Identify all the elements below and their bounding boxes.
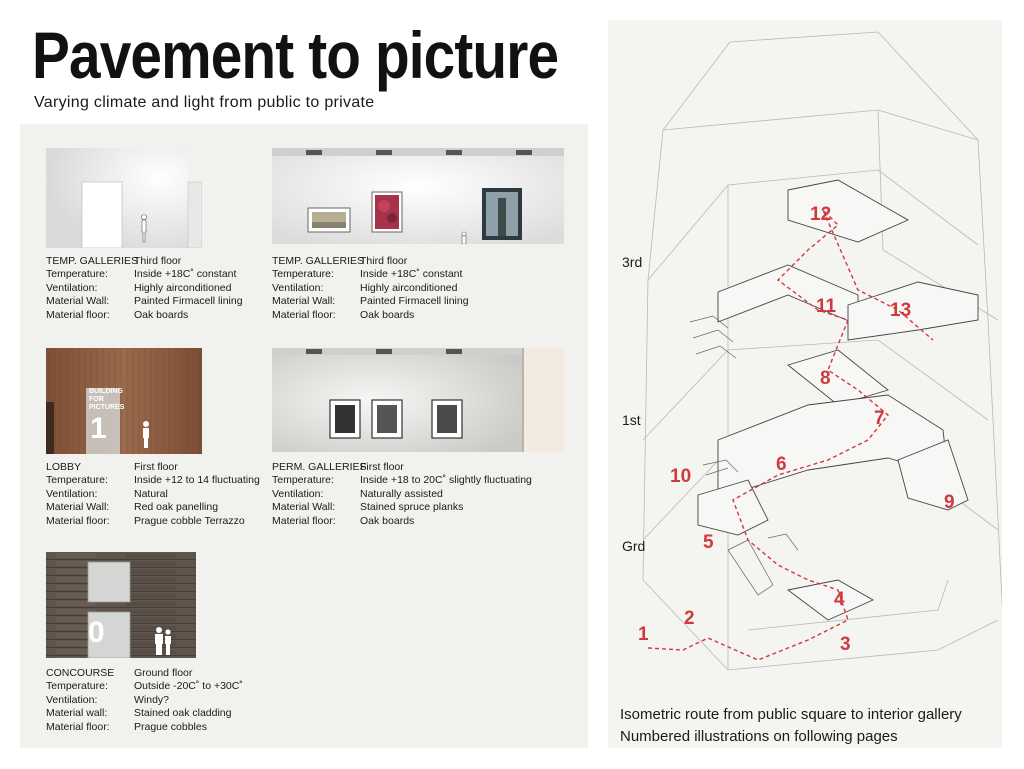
spec-label: Ventilation: xyxy=(46,693,98,706)
spec-value: Stained spruce planks xyxy=(360,501,464,514)
spec-label: Material Wall: xyxy=(272,295,336,308)
spec-value: Ground floor xyxy=(134,667,193,679)
spec-value: Inside +18 to 20C˚ slightly fluctuating xyxy=(360,474,532,487)
spec-value: Painted Firmacell lining xyxy=(360,295,469,308)
spec-label: TEMP. GALLERIES xyxy=(272,255,365,267)
spec-label: Ventilation: xyxy=(46,487,98,500)
caption-line-2: Numbered illustrations on following pages xyxy=(620,728,898,745)
spec-label: Material floor: xyxy=(46,514,110,527)
spec-value: Outside -20C˚ to +30C˚ xyxy=(134,680,243,693)
spec-value: Oak boards xyxy=(360,514,415,527)
spec-label: Material floor: xyxy=(272,308,336,321)
spec-value: Prague cobble Terrazzo xyxy=(134,514,245,527)
spec-label: PERM. GALLERIES xyxy=(272,461,367,473)
concourse-specs xyxy=(46,667,256,734)
temp-gallery-specs-1 xyxy=(46,255,246,322)
lobby-person-figure xyxy=(140,420,152,448)
lobby-specs xyxy=(46,461,260,528)
isometric-route-diagram xyxy=(608,20,1002,748)
spec-value: First floor xyxy=(360,461,404,473)
page-subtitle: Varying climate and light from public to private xyxy=(34,94,375,111)
spec-value: Inside +18C˚ constant xyxy=(360,268,463,281)
route-number-9: 9 xyxy=(944,492,955,513)
spec-label: Material Wall: xyxy=(272,501,336,514)
spec-label: Ventilation: xyxy=(272,281,324,294)
route-number-4: 4 xyxy=(834,589,845,610)
spec-label: CONCOURSE xyxy=(46,667,115,679)
spec-label: Temperature: xyxy=(272,474,334,487)
spec-value: Oak boards xyxy=(134,308,189,321)
spec-value: Oak boards xyxy=(360,308,415,321)
temp-gallery-specs-2 xyxy=(272,255,552,322)
spec-label: Temperature: xyxy=(46,268,108,281)
spec-label: Material floor: xyxy=(272,514,336,527)
route-number-2: 2 xyxy=(684,608,695,629)
spec-label: LOBBY xyxy=(46,461,82,473)
lobby-sign-line-1: BUILDING xyxy=(89,388,123,395)
spec-value: Natural xyxy=(134,487,168,500)
temp-gallery-render-1 xyxy=(46,148,202,248)
spec-value: Painted Firmacell lining xyxy=(134,295,243,308)
route-number-13: 13 xyxy=(890,300,912,321)
spec-value: Inside +12 to 14 fluctuating xyxy=(134,474,260,487)
spec-label: Temperature: xyxy=(46,474,108,487)
lobby-floor-number: 1 xyxy=(90,412,107,445)
page-title: Pavement to picture xyxy=(32,18,559,92)
spec-label: Material wall: xyxy=(46,707,108,720)
spec-value: Stained oak cladding xyxy=(134,707,232,720)
spec-value: Red oak panelling xyxy=(134,501,219,514)
concourse-floor-number: 0 xyxy=(88,616,105,649)
route-number-11: 11 xyxy=(816,296,837,317)
spec-label: Material Wall: xyxy=(46,501,110,514)
route-number-6: 6 xyxy=(776,454,787,475)
route-number-10: 10 xyxy=(670,466,692,487)
route-number-12: 12 xyxy=(810,204,832,225)
level-label-grd: Grd xyxy=(622,538,646,554)
lobby-sign-line-3: PICTURES xyxy=(89,404,125,411)
building-envelope-lines xyxy=(643,32,1002,670)
route-number-8: 8 xyxy=(820,368,831,389)
spec-label: Material floor: xyxy=(46,308,110,321)
lobby-sign-line-2: FOR xyxy=(89,396,104,403)
spec-value: Prague cobbles xyxy=(134,720,207,733)
spec-value: Third floor xyxy=(134,255,182,267)
spec-label: Temperature: xyxy=(46,680,108,693)
caption-line-1: Isometric route from public square to interior gallery xyxy=(620,706,962,723)
spec-label: Ventilation: xyxy=(46,281,98,294)
perm-gallery-render xyxy=(272,348,564,452)
perm-gallery-specs xyxy=(272,461,572,528)
route-number-1: 1 xyxy=(638,624,649,645)
spec-value: First floor xyxy=(134,461,178,473)
diagram-caption xyxy=(620,704,962,748)
level-label-3rd: 3rd xyxy=(622,254,643,270)
level-label-1st: 1st xyxy=(622,412,641,428)
spec-value: Windy? xyxy=(134,693,170,706)
spec-label: Ventilation: xyxy=(272,487,324,500)
temp-gallery-render-2 xyxy=(272,148,564,244)
spec-value: Highly airconditioned xyxy=(134,281,232,294)
spec-value: Third floor xyxy=(360,255,408,267)
spec-label: Material floor: xyxy=(46,720,110,733)
spec-label: Material Wall: xyxy=(46,295,110,308)
concourse-people-figures xyxy=(152,626,176,656)
spec-value: Highly airconditioned xyxy=(360,281,458,294)
route-number-7: 7 xyxy=(874,408,885,429)
spec-value: Inside +18C˚ constant xyxy=(134,268,237,281)
route-number-3: 3 xyxy=(840,634,851,655)
spec-label: TEMP. GALLERIES xyxy=(46,255,139,267)
spec-label: Temperature: xyxy=(272,268,334,281)
spec-value: Naturally assisted xyxy=(360,487,443,500)
route-number-5: 5 xyxy=(703,532,714,553)
